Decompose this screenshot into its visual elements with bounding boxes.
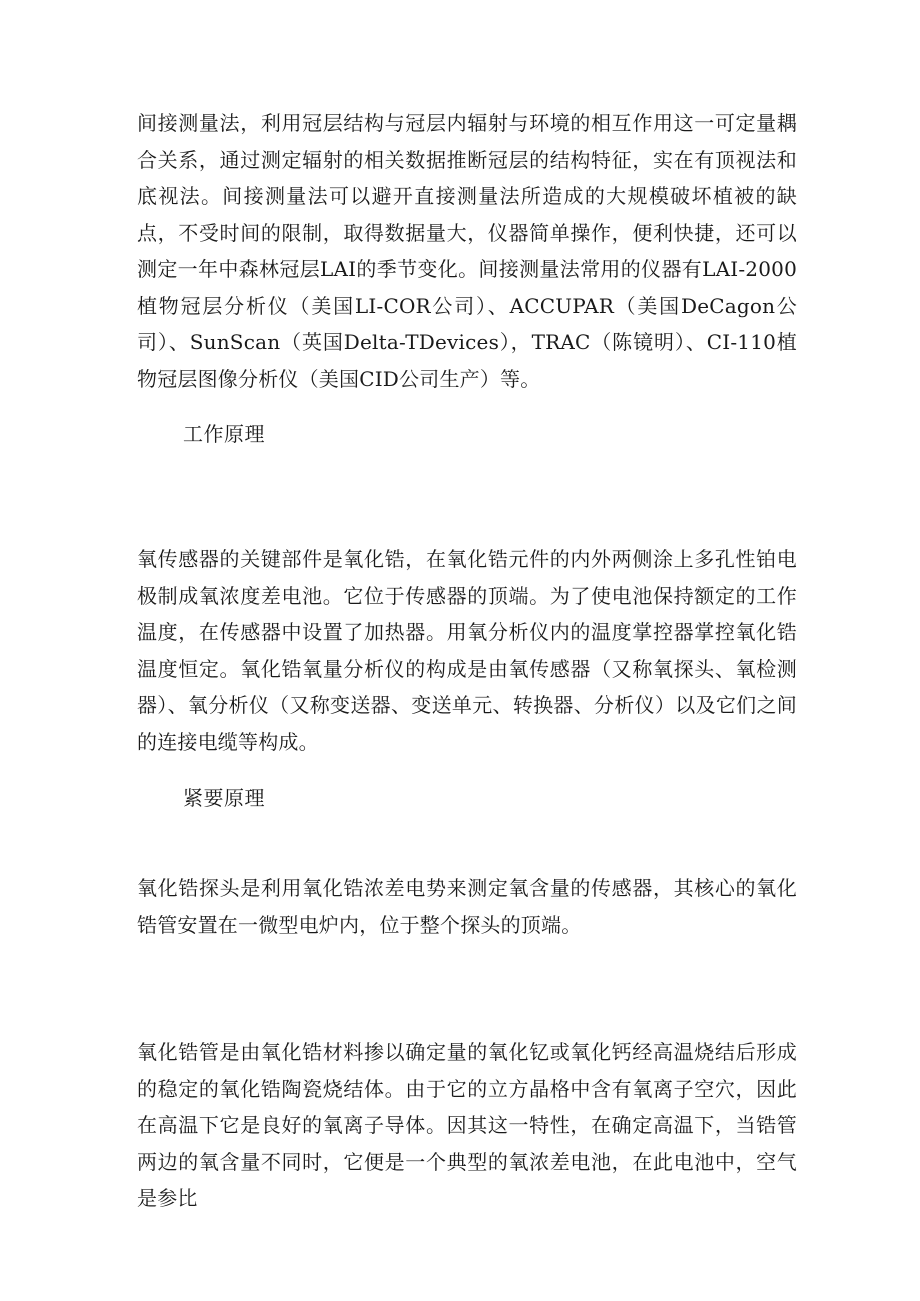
paragraph-zirconia-probe: 氧化锆探头是利用氧化锆浓差电势来测定氧含量的传感器，其核心的氧化锆管安置在一微型电炉内，位于整个探头的顶端。 [137,876,797,937]
paragraph-oxygen-sensor: 氧传感器的关键部件是氧化锆，在氧化锆元件的内外两侧涂上多孔性铂电极制成氧浓度差电池。它位于传感器的顶端。为了使电池保持额定的工作温度，在传感器中设置了加热器。用氧分析仪内的温度掌控器掌控氧化锆温度恒定。氧化锆氧量分析仪的构成是由氧传感器（又称氧探头、氧检测器）、氧分析仪（又称变送器、变送单元、转换器、分析仪）以及它们之间的连接电缆等构成。 [137,547,797,754]
heading-working-principle: 工作原理 [183,422,265,446]
heading-key-principle: 紧要原理 [183,786,265,810]
paragraph-zirconia-tube: 氧化锆管是由氧化锆材料掺以确定量的氧化钇或氧化钙经高温烧结后形成的稳定的氧化锆陶瓷烧结体。由于它的立方晶格中含有氧离子空穴，因此在高温下它是良好的氧离子导体。因其这一特性，在确定高温下，当锆管两边的氧含量不同时，它便是一个典型的氧浓差电池，在此电池中，空气是参比 [137,1040,797,1210]
paragraph-indirect-measurement: 间接测量法，利用冠层结构与冠层内辐射与环境的相互作用这一可定量耦合关系，通过测定辐射的相关数据推断冠层的结构特征，实在有顶视法和底视法。间接测量法可以避开直接测量法所造成的大规模破坏植被的缺点，不受时间的限制，取得数据量大，仪器简单操作，便利快捷，还可以测定一年中森林冠层LAI的季节变化。间接测量法常用的仪器有LAI-2000植物冠层分析仪（美国LI-COR公司）、ACCUPAR（美国DeCagon公司）、SunScan（英国Delta-TDevices），TRAC（陈镜明）、CI-110植物冠层图像分析仪（美国CID公司生产）等。 [137,111,797,391]
